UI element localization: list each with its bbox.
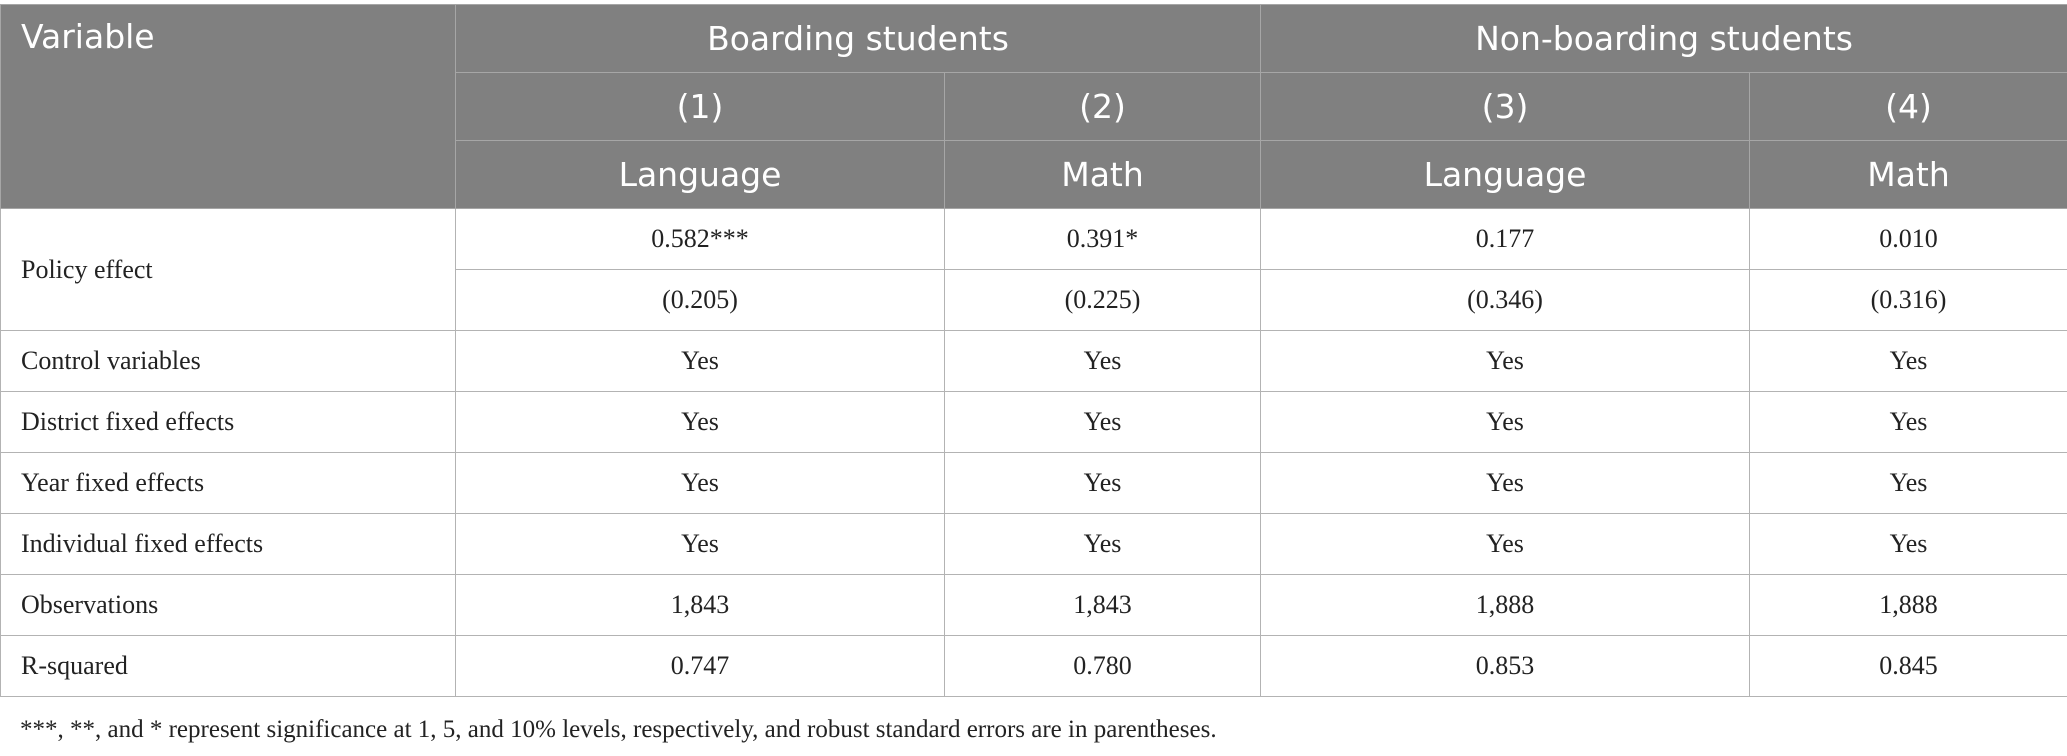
cell-rsquared-4: 0.845	[1750, 636, 2067, 697]
cell-year-3: Yes	[1261, 453, 1750, 514]
regression-table-container	[0, 4, 2067, 697]
header-col-number-4: (4)	[1750, 73, 2067, 141]
cell-individual-1: Yes	[456, 514, 945, 575]
cell-observations-2: 1,843	[945, 575, 1261, 636]
header-row-groups	[1, 5, 2067, 73]
regression-table	[0, 4, 2067, 697]
cell-control-4: Yes	[1750, 331, 2067, 392]
cell-control-2: Yes	[945, 331, 1261, 392]
cell-district-4: Yes	[1750, 392, 2067, 453]
table-row-observations	[1, 575, 2067, 636]
table-footnote: ***, **, and * represent significance at 1, 5, and 10% levels, respectively, and robust standard errors are in parentheses.	[20, 716, 1217, 743]
table-header	[1, 5, 2067, 209]
header-subject-1: Language	[456, 141, 945, 209]
cell-district-1: Yes	[456, 392, 945, 453]
cell-rsquared-2: 0.780	[945, 636, 1261, 697]
header-col-number-3: (3)	[1261, 73, 1750, 141]
cell-control-1: Yes	[456, 331, 945, 392]
cell-policy-se-3: (0.346)	[1261, 270, 1750, 331]
row-label-individual: Individual fixed effects	[1, 514, 456, 575]
row-label-policy: Policy effect	[1, 209, 456, 331]
table-body	[1, 209, 2067, 697]
cell-rsquared-1: 0.747	[456, 636, 945, 697]
header-col-number-2: (2)	[945, 73, 1261, 141]
cell-policy-se-2: (0.225)	[945, 270, 1261, 331]
cell-rsquared-3: 0.853	[1261, 636, 1750, 697]
cell-observations-4: 1,888	[1750, 575, 2067, 636]
table-row-year	[1, 453, 2067, 514]
header-subject-2: Math	[945, 141, 1261, 209]
header-subject-4: Math	[1750, 141, 2067, 209]
cell-year-1: Yes	[456, 453, 945, 514]
header-variable: Variable	[1, 5, 456, 209]
cell-individual-2: Yes	[945, 514, 1261, 575]
row-label-control: Control variables	[1, 331, 456, 392]
header-col-number-1: (1)	[456, 73, 945, 141]
row-label-year: Year fixed effects	[1, 453, 456, 514]
header-subject-3: Language	[1261, 141, 1750, 209]
cell-policy-coef-3: 0.177	[1261, 209, 1750, 270]
cell-policy-se-1: (0.205)	[456, 270, 945, 331]
cell-year-4: Yes	[1750, 453, 2067, 514]
header-group-boarding: Boarding students	[456, 5, 1261, 73]
cell-individual-3: Yes	[1261, 514, 1750, 575]
cell-control-3: Yes	[1261, 331, 1750, 392]
cell-district-3: Yes	[1261, 392, 1750, 453]
cell-policy-coef-4: 0.010	[1750, 209, 2067, 270]
cell-year-2: Yes	[945, 453, 1261, 514]
table-row-control	[1, 331, 2067, 392]
cell-observations-1: 1,843	[456, 575, 945, 636]
cell-policy-se-4: (0.316)	[1750, 270, 2067, 331]
cell-policy-coef-2: 0.391*	[945, 209, 1261, 270]
cell-individual-4: Yes	[1750, 514, 2067, 575]
row-label-district: District fixed effects	[1, 392, 456, 453]
table-row-rsquared	[1, 636, 2067, 697]
table-row-individual	[1, 514, 2067, 575]
cell-observations-3: 1,888	[1261, 575, 1750, 636]
cell-policy-coef-1: 0.582***	[456, 209, 945, 270]
table-row-district	[1, 392, 2067, 453]
table-row-policy-coef	[1, 209, 2067, 270]
header-group-non-boarding: Non-boarding students	[1261, 5, 2067, 73]
row-label-rsquared: R-squared	[1, 636, 456, 697]
row-label-observations: Observations	[1, 575, 456, 636]
cell-district-2: Yes	[945, 392, 1261, 453]
